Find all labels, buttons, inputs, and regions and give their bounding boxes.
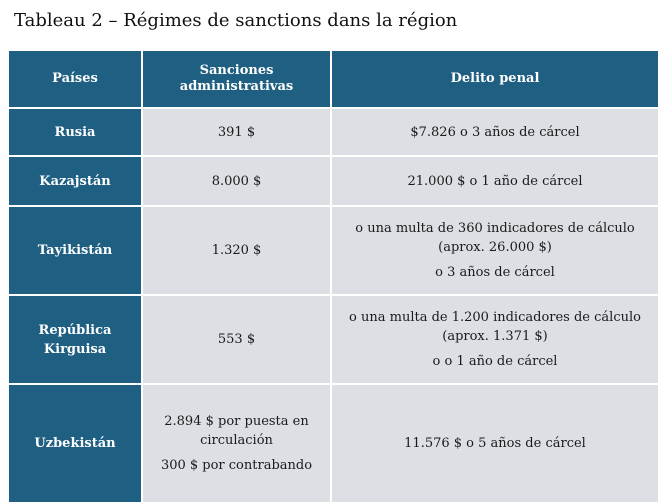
admin-line: 391 $ xyxy=(217,124,256,140)
country-cell: Kazajstán xyxy=(9,156,142,206)
criminal-cell xyxy=(331,108,658,156)
criminal-line: $7.826 o 3 años de cárcel xyxy=(410,124,580,140)
header-countries: Países xyxy=(9,51,142,108)
admin-line: 1.320 $ xyxy=(211,243,262,258)
admin-line: 300 $ por contrabando xyxy=(160,458,313,473)
header-administrative-sanctions xyxy=(142,51,331,108)
table-row xyxy=(9,206,658,295)
criminal-line: o una multa de 1.200 indicadores de cálculo xyxy=(349,310,641,325)
criminal-cell xyxy=(331,156,658,206)
criminal-line: 21.000 $ o 1 año de cárcel xyxy=(407,173,583,189)
criminal-cell xyxy=(331,384,658,503)
table-row xyxy=(9,108,658,156)
admin-cell xyxy=(142,156,331,206)
table-row xyxy=(9,384,658,503)
table-row xyxy=(9,295,658,384)
country-cell xyxy=(9,295,142,384)
admin-cell xyxy=(142,108,331,156)
criminal-line: (aprox. 1.371 $) xyxy=(442,329,548,344)
country-cell: Tayikistán xyxy=(9,206,142,295)
country-text: República Kirguisa xyxy=(38,322,112,357)
criminal-line: o 3 años de cárcel xyxy=(435,265,555,280)
criminal-cell xyxy=(331,206,658,295)
criminal-line: (aprox. 26.000 $) xyxy=(438,240,552,255)
country-cell: Rusia xyxy=(9,108,142,156)
admin-line: 8.000 $ xyxy=(211,173,262,189)
admin-line: 553 $ xyxy=(217,332,256,347)
country-cell: Uzbekistán xyxy=(9,384,142,503)
table-row xyxy=(9,156,658,206)
admin-cell xyxy=(142,295,331,384)
header-admin-text: Sanciones administrativas xyxy=(179,63,294,94)
admin-cell xyxy=(142,206,331,295)
criminal-cell xyxy=(331,295,658,384)
table-header-row xyxy=(9,51,658,108)
criminal-line: 11.576 $ o 5 años de cárcel xyxy=(404,436,586,451)
criminal-line: o o 1 año de cárcel xyxy=(432,354,558,369)
admin-line: 2.894 $ por puesta en circulación xyxy=(164,414,309,448)
header-criminal-offence: Delito penal xyxy=(331,51,658,108)
admin-cell xyxy=(142,384,331,503)
table-title: Tableau 2 – Régimes de sanctions dans la région xyxy=(14,10,458,31)
criminal-line: o una multa de 360 indicadores de cálculo xyxy=(355,221,635,236)
sanctions-table xyxy=(9,51,658,504)
